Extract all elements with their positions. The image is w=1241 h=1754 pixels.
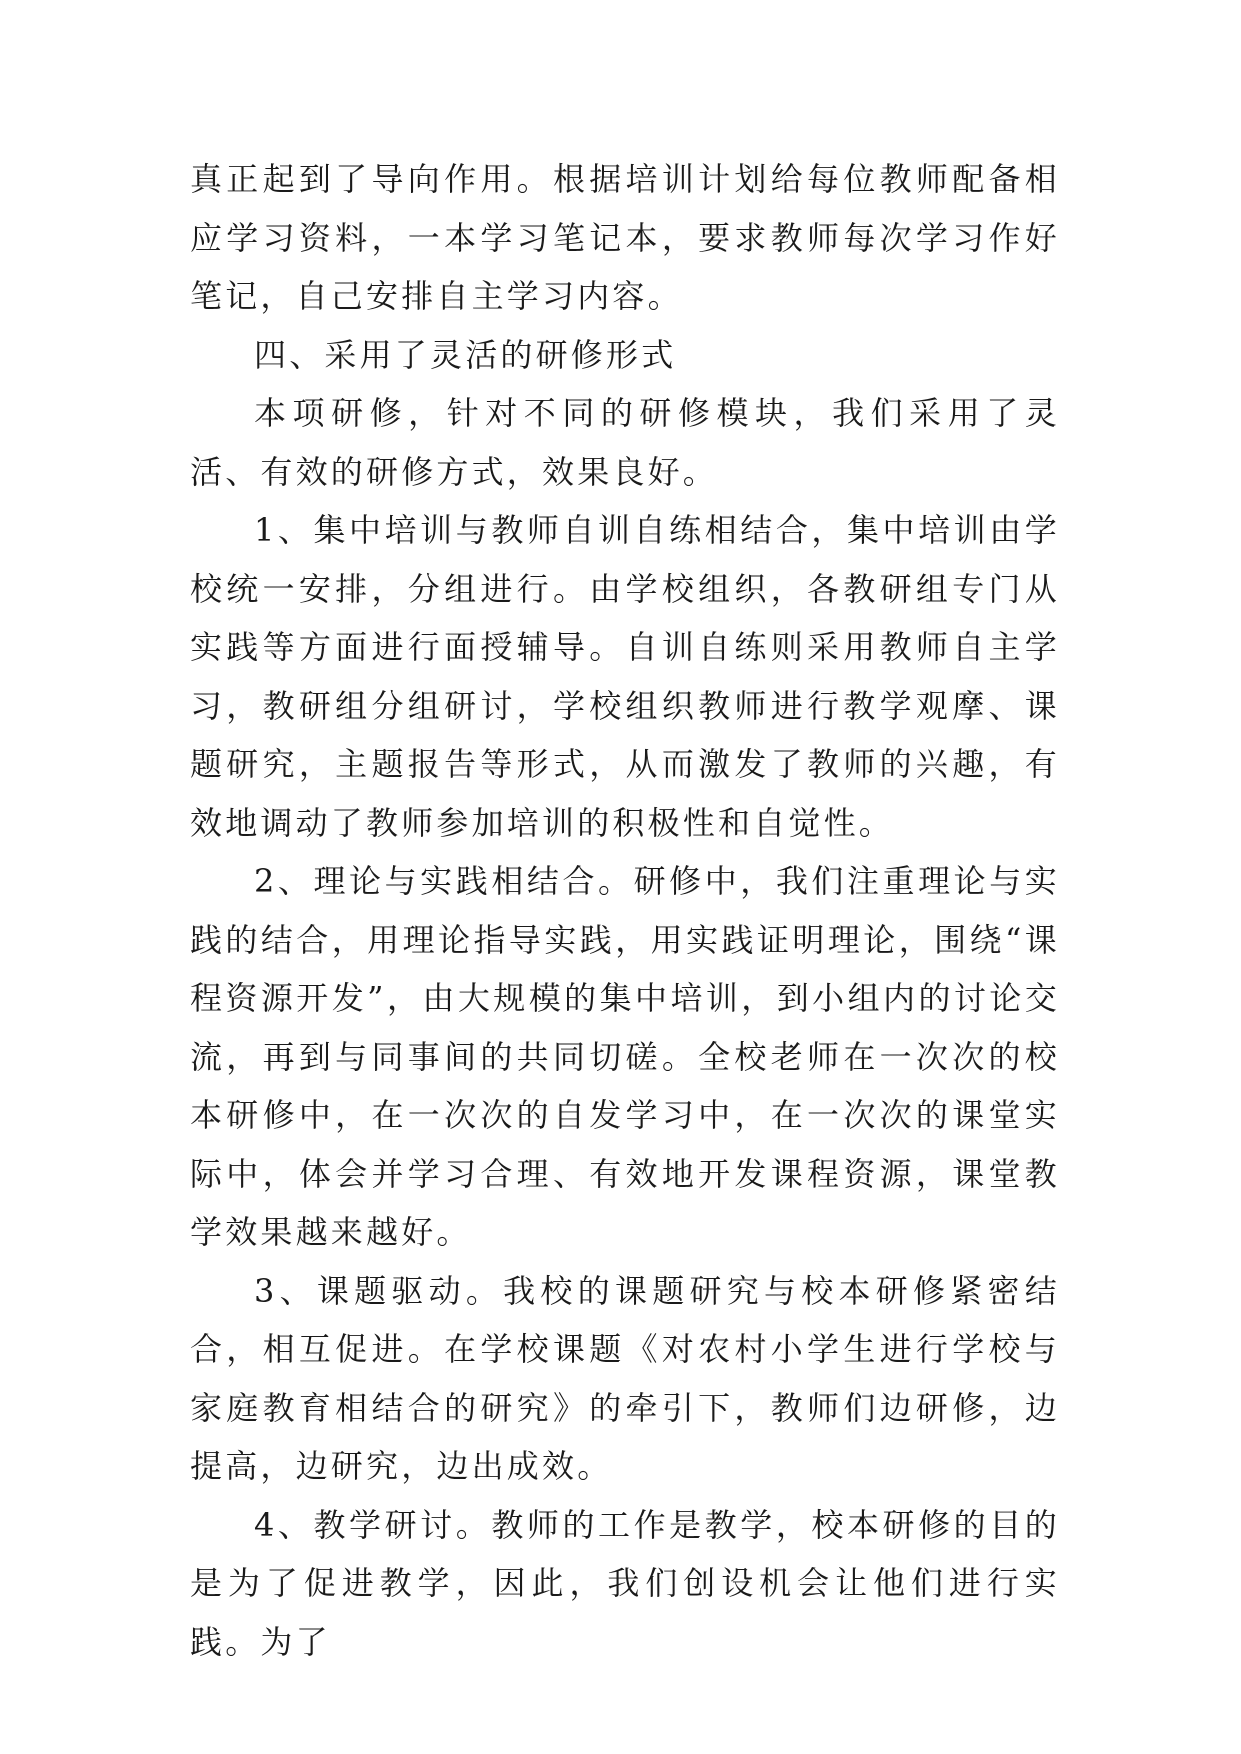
document-body [190, 150, 1060, 1671]
paragraph-item-3: 3、课题驱动。我校的课题研究与校本研修紧密结合，相互促进。在学校课题《对农村小学生进行学校与家庭教育相结合的研究》的牵引下，教师们边研修，边提高，边研究，边出成效。 [190, 1271, 1060, 1485]
paragraph-continuation: 真正起到了导向作用。根据培训计划给每位教师配备相应学习资料，一本学习笔记本，要求教师每次学习作好笔记，自己安排自主学习内容。 [190, 160, 1060, 315]
section-heading: 四、采用了灵活的研修形式 [254, 335, 677, 374]
paragraph-item-4: 4、教学研讨。教师的工作是教学，校本研修的目的是为了促进教学，因此，我们创设机会让他们进行实践。为了 [190, 1505, 1060, 1661]
paragraph-intro: 本项研修，针对不同的研修模块，我们采用了灵活、有效的研修方式，效果良好。 [190, 394, 1060, 491]
paragraph-item-2: 2、理论与实践相结合。研修中，我们注重理论与实践的结合，用理论指导实践，用实践证明理论，围绕“课程资源开发”，由大规模的集中培训，到小组内的讨论交流，再到与同事间的共同切磋。全校老师在一次次的校本研修中，在一次次的自发学习中，在一次次的课堂实际中，体会并学习合理、有效地开发课程资源，课堂教学效果越来越好。 [190, 862, 1060, 1251]
paragraph-item-1: 1、集中培训与教师自训自练相结合，集中培训由学校统一安排，分组进行。由学校组织，各教研组专门从实践等方面进行面授辅导。自训自练则采用教师自主学习，教研组分组研讨，学校组织教师进行教学观摩、课题研究，主题报告等形式，从而激发了教师的兴趣，有效地调动了教师参加培训的积极性和自觉性。 [190, 511, 1060, 842]
